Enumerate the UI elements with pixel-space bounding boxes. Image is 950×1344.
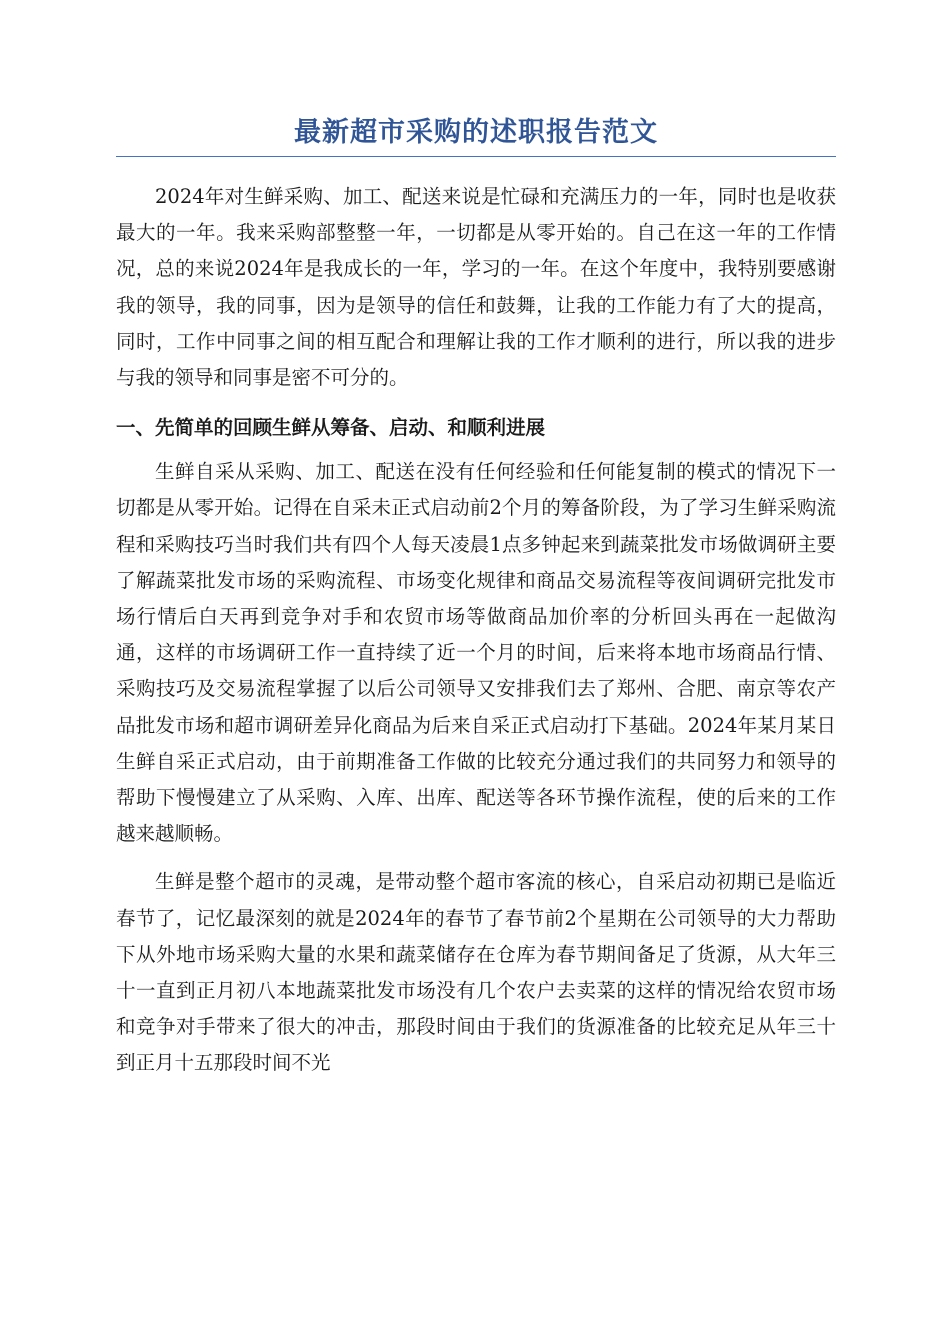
section-paragraph: 生鲜自采从采购、加工、配送在没有任何经验和任何能复制的模式的情况下一切都是从零开始。记得在自采未正式启动前2个月的筹备阶段，为了学习生鲜采购流程和采购技巧当时我们共有四个人每天凌晨1点多钟起来到蔬菜批发市场做调研主要了解蔬菜批发市场的采购流程、市场变化规律和商品交易流程等夜间调研完批发市场行情后白天再到竞争对手和农贸市场等做商品加价率的分析回头再在一起做沟通，这样的市场调研工作一直持续了近一个月的时间，后来将本地市场商品行情、采购技巧及交易流程掌握了以后公司领导又安排我们去了郑州、合肥、南京等农产品批发市场和超市调研差异化商品为后来自采正式启动打下基础。2024年某月某日生鲜自采正式启动，由于前期准备工作做的比较充分通过我们的共同努力和领导的帮助下慢慢建立了从采购、入库、出库、配送等各环节操作流程，使的后来的工作越来越顺畅。 [116,460,836,846]
section-heading: 一、先简单的回顾生鲜从筹备、启动、和顺利进展 [116,416,546,440]
document-title: 最新超市采购的述职报告范文 [116,112,836,157]
section-paragraph: 生鲜是整个超市的灵魂，是带动整个超市客流的核心，自采启动初期已是临近春节了，记忆最深刻的就是2024年的春节了春节前2个星期在公司领导的大力帮助下从外地市场采购大量的水果和蔬菜储存在仓库为春节期间备足了货源，从大年三十一直到正月初八本地蔬菜批发市场没有几个农户去卖菜的这样的情况给农贸市场和竞争对手带来了很大的冲击，那段时间由于我们的货源准备的比较充足从年三十到正月十五那段时间不光 [116,870,836,1075]
document-page [116,112,836,1082]
intro-paragraph: 2024年对生鲜采购、加工、配送来说是忙碌和充满压力的一年，同时也是收获最大的一年。我来采购部整整一年，一切都是从零开始的。自己在这一年的工作情况，总的来说2024年是我成长的一年，学习的一年。在这个年度中，我特别要感谢我的领导，我的同事，因为是领导的信任和鼓舞，让我的工作能力有了大的提高，同时，工作中同事之间的相互配合和理解让我的工作才顺利的进行，所以我的进步与我的领导和同事是密不可分的。 [116,185,836,390]
